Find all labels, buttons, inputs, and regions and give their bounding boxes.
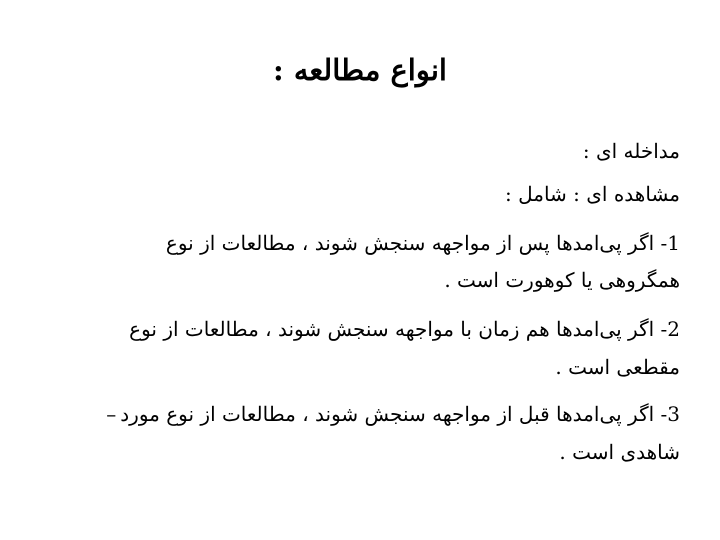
text-line-item-3-text: 3- اگر پی‌امدها قبل از مواجهه سنجش شوند ، مطالعات از نوع مورد [120,402,680,426]
text-line-observational: مشاهده ای : شامل : [505,182,680,206]
text-line-item-3 [106,400,680,428]
text-line-interventional: مداخله ای : [582,139,680,163]
slide-title: انواع مطالعه : [273,53,447,87]
text-line-item-2: 2- اگر پی‌امدها هم زمان با مواجهه سنجش شوند ، مطالعات از نوع [129,317,680,341]
text-line-item-2-cont: مقطعی است . [555,355,680,379]
text-line-item-1: 1- اگر پی‌امدها پس از مواجهه سنجش شوند ، مطالعات از نوع [165,231,680,255]
text-line-item-3-cont: شاهدی است . [559,440,680,464]
trailing-dash: – [106,402,117,426]
text-line-item-1-cont: همگروهی یا کوهورت است . [444,268,680,292]
